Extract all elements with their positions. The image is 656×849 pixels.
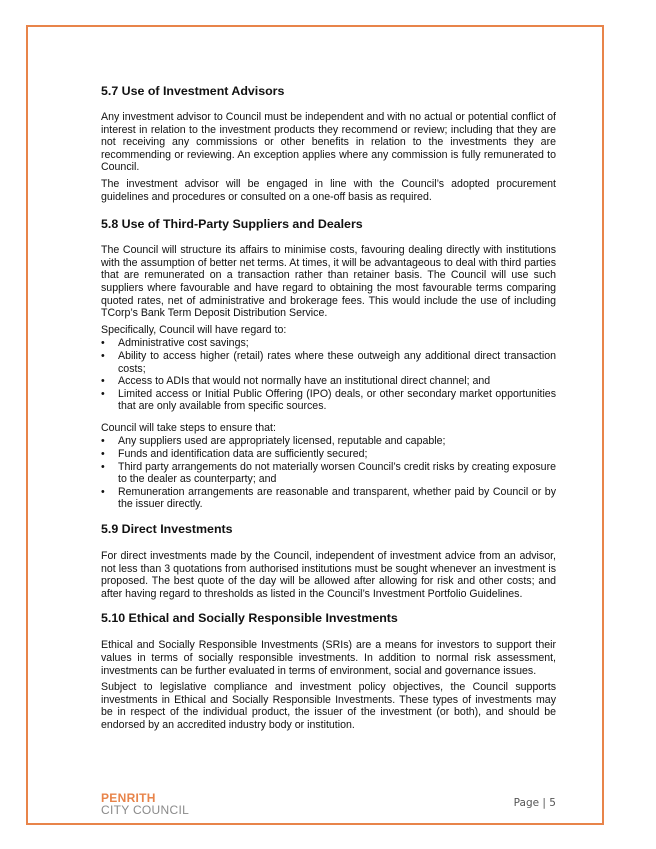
list-item: • Access to ADIs that would not normally have an institutional direct channel; and (101, 375, 556, 388)
paragraph: Any investment advisor to Council must be independent and with no actual or potential conflict of interest in relation to the investment products they recommend or review; including that they are not receiving any commissions or other benefits in relation to the investments they are recommending or reviewing. An exception applies where any commission is fully remunerated to Council. (101, 111, 556, 174)
document-body (101, 84, 556, 732)
list-item: • Administrative cost savings; (101, 337, 556, 350)
list-item: • Ability to access higher (retail) rates where these outweigh any additional direct transaction costs; (101, 350, 556, 375)
list-item: • Third party arrangements do not materially worsen Council’s credit risks by creating exposure to the dealer as counterparty; and (101, 461, 556, 486)
section-heading-5-10: 5.10 Ethical and Socially Responsible Investments (101, 611, 398, 626)
section-heading-5-7: 5.7 Use of Investment Advisors (101, 84, 285, 98)
paragraph: The Council will structure its affairs to minimise costs, favouring dealing directly with institutions with the assumption of better net terms. At times, it will be advantageous to deal with third parties that are remunerated on a transaction rather than retainer basis. The Council will use such suppliers where favourable and have regard to obtaining the most favourable terms comparing quoted rates, net of administrative and brokerage fees. This would include the use of including TCorp’s Bank Term Deposit Distribution Service. (101, 244, 556, 320)
section-heading-5-9: 5.9 Direct Investments (101, 522, 233, 537)
paragraph: Specifically, Council will have regard to: (101, 323, 287, 336)
paragraph: Subject to legislative compliance and investment policy objectives, the Council supports investments in Ethical and Socially Responsible Investments. These types of investments may be in respect of the individual product, the issuer of the investment (or both), and should be endorsed by an accredited industry body or institution. (101, 681, 556, 731)
logo-line-1: PENRITH (101, 791, 156, 805)
bullet-list (101, 435, 556, 511)
bullet-list (101, 337, 556, 413)
logo-line-2: CITY COUNCIL (101, 803, 190, 817)
list-item: • Any suppliers used are appropriately licensed, reputable and capable; (101, 435, 556, 448)
paragraph: Council will take steps to ensure that: (101, 421, 276, 434)
paragraph: The investment advisor will be engaged in line with the Council’s adopted procurement guidelines and procedures or consulted on a one-off basis as required. (101, 177, 556, 203)
council-logo (101, 792, 189, 816)
list-item: • Funds and identification data are sufficiently secured; (101, 448, 556, 461)
paragraph: Ethical and Socially Responsible Investments (SRIs) are a means for investors to support their values in terms of socially responsible investments. In addition to normal risk assessment, investments can be further evaluated in terms of environment, social and governance issues. (101, 639, 556, 677)
list-item: • Limited access or Initial Public Offering (IPO) deals, or other secondary market opportunities that are only available from specific sources. (101, 388, 556, 413)
list-item: • Remuneration arrangements are reasonable and transparent, whether paid by Council or by the issuer directly. (101, 486, 556, 511)
section-heading-5-8: 5.8 Use of Third-Party Suppliers and Dealers (101, 217, 363, 232)
page-number: Page | 5 (513, 797, 556, 809)
paragraph: For direct investments made by the Council, independent of investment advice from an advisor, not less than 3 quotations from authorised institutions must be sought whenever an investment is proposed. The best quote of the day will be allowed after allowing for risk and other costs; and after having regard to thresholds as listed in the Council’s Investment Portfolio Guidelines. (101, 550, 556, 600)
